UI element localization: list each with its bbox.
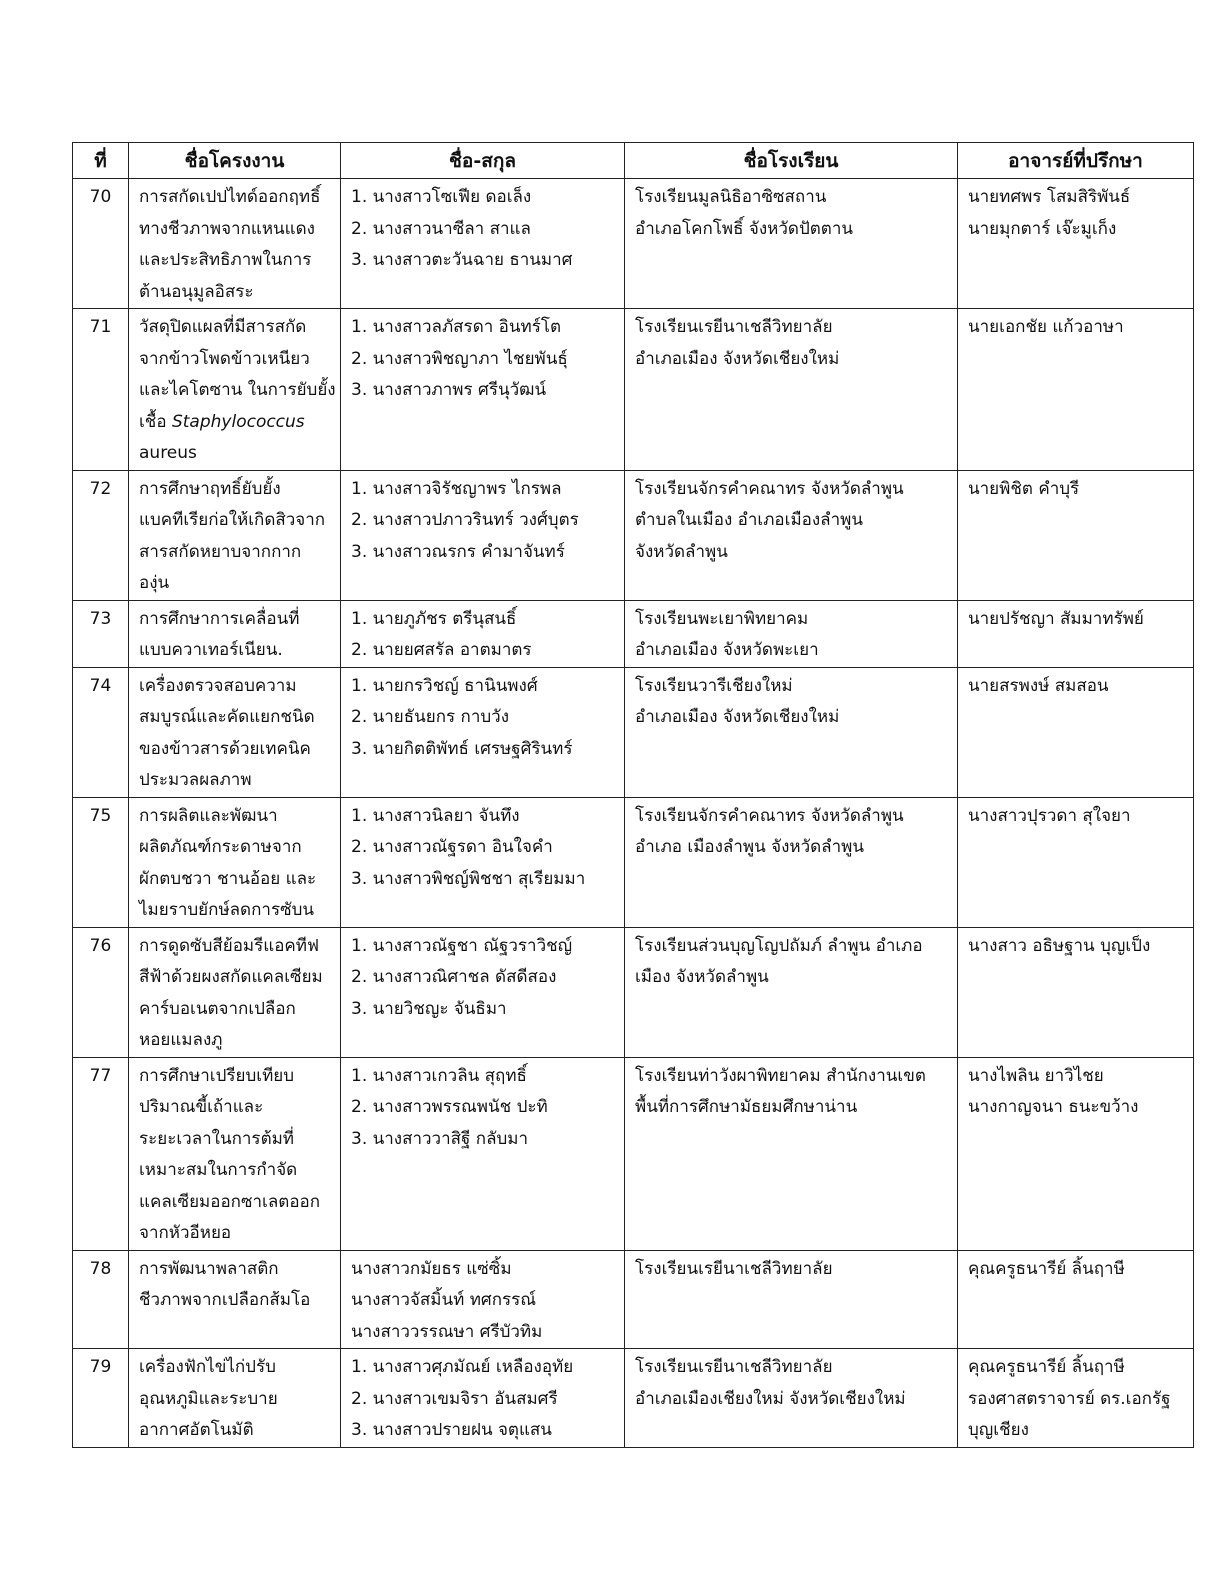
student-name: 1. นางสาวโซเฟีย ดอเล็ง	[351, 187, 532, 207]
advisor-cell	[958, 179, 1194, 309]
student-names-cell	[341, 1349, 625, 1448]
project-title-line: และไคโตซาน ในการยับยั้ง	[139, 380, 336, 400]
student-name: นางสาวกมัยธร แซ่ซิ้ม	[351, 1258, 512, 1279]
project-title-word: เชื้อ	[139, 411, 167, 432]
table-row	[73, 1349, 1194, 1448]
project-title-cell	[129, 1250, 341, 1349]
project-title-line: เครื่องฟักไข่ไก่ปรับ	[139, 1357, 276, 1377]
project-title-line: หอยแมลงภู	[139, 1030, 223, 1050]
student-names-cell	[341, 927, 625, 1057]
advisor-name: นายพิชิต คำบุรี	[968, 478, 1080, 499]
advisor-name: นางสาวปุรวดา สุใจยา	[968, 805, 1131, 826]
row-number: 70	[73, 179, 129, 309]
student-names-cell	[341, 179, 625, 309]
student-name: 1. นางสาวณัฐชา ณัฐวราวิชญ์	[351, 935, 573, 956]
school-line: โรงเรียนจักรคำคณาทร จังหวัดลำพูน	[635, 805, 904, 826]
school-cell	[625, 667, 958, 797]
project-title-line: ชีวภาพจากเปลือกส้มโอ	[139, 1290, 311, 1310]
student-name: 3. นางสาวตะวันฉาย ธานมาศ	[351, 250, 573, 270]
advisor-name: บุญเชียง	[968, 1420, 1029, 1440]
advisor-name: นายสรพงษ์ สมสอน	[968, 675, 1109, 696]
project-title-line: สีฟ้าด้วยผงสกัดแคลเซียม	[139, 967, 323, 987]
project-title-line: ของข้าวสารด้วยเทคนิค	[139, 738, 311, 759]
advisor-cell	[958, 470, 1194, 600]
student-name: 2. นางสาวพรรณพนัช ปะทิ	[351, 1097, 548, 1117]
header-no: ที่	[73, 143, 129, 179]
project-title-line: คาร์บอเนตจากเปลือก	[139, 998, 296, 1019]
row-number: 74	[73, 667, 129, 797]
student-name: นางสาววรรณษา ศรีบัวทิม	[351, 1321, 543, 1342]
advisor-name: รองศาสตราจารย์ ดร.เอกรัฐ	[968, 1388, 1171, 1409]
student-name: 2. นางสาวณัฐรดา อินใจคำ	[351, 837, 553, 857]
student-names-cell	[341, 1250, 625, 1349]
advisor-cell	[958, 309, 1194, 471]
student-name: 1. นางสาวเกวลิน สุฤทธิ์	[351, 1065, 527, 1086]
header-advisor: อาจารย์ที่ปรึกษา	[958, 143, 1194, 179]
advisor-name: นางไพลิน ยาวิไชย	[968, 1065, 1104, 1086]
advisor-name: นางสาว อธิษฐาน บุญเป็ง	[968, 935, 1151, 956]
school-line: อำเภอเมือง จังหวัดพะเยา	[635, 640, 819, 660]
student-name: 2. นางสาวเขมจิรา อันสมศรี	[351, 1388, 558, 1409]
projects-table	[72, 142, 1194, 1448]
school-line: อำเภอเมือง จังหวัดเชียงใหม่	[635, 348, 840, 369]
project-title-line: องุ่น	[139, 573, 170, 593]
scientific-name-genus: Staphylococcus	[171, 411, 305, 432]
student-names-cell	[341, 797, 625, 927]
student-name: 1. นางสาวศุภมัณย์ เหลืองอุทัย	[351, 1357, 574, 1377]
school-cell	[625, 1349, 958, 1448]
project-title-line: ไมยราบยักษ์ลดการซับน	[139, 900, 315, 920]
project-title-line: อากาศอัตโนมัติ	[139, 1420, 254, 1440]
header-row	[73, 143, 1194, 179]
row-number: 71	[73, 309, 129, 471]
row-number: 73	[73, 600, 129, 667]
table-row	[73, 927, 1194, 1057]
student-name: 1. นางสาวจิรัชญาพร ไกรพล	[351, 478, 562, 499]
project-title-cell	[129, 667, 341, 797]
project-title-line: จากหัวอีหยอ	[139, 1223, 232, 1243]
advisor-name: นายมุกตาร์ เจ๊ะมูเก็ง	[968, 218, 1117, 239]
project-title-cell	[129, 927, 341, 1057]
student-names-cell	[341, 667, 625, 797]
project-title-line: สมบูรณ์และคัดแยกชนิด	[139, 707, 315, 727]
advisor-name: คุณครูธนารีย์ ลิ้นฤาษี	[968, 1258, 1125, 1279]
school-cell	[625, 1250, 958, 1349]
school-line: จังหวัดลำพูน	[635, 541, 728, 562]
project-title-line: วัสดุปิดแผลที่มีสารสกัด	[139, 317, 307, 337]
project-title-line	[139, 407, 331, 439]
school-line: ตำบลในเมือง อำเภอเมืองลำพูน	[635, 510, 863, 530]
advisor-name: นายทศพร โสมสิริพันธ์	[968, 187, 1131, 207]
student-name: 3. นางสาวพิชญ์พิชชา สุเรียมมา	[351, 868, 586, 889]
project-title-cell	[129, 470, 341, 600]
project-title-line: เครื่องตรวจสอบความ	[139, 675, 297, 696]
student-name: 3. นางสาวปรายฝน จตุแสน	[351, 1420, 552, 1440]
project-title-line: แคลเซียมออกซาเลตออก	[139, 1191, 321, 1212]
project-title-line: การศึกษาการเคลื่อนที่	[139, 608, 300, 629]
project-title-line: ประมวลผลภาพ	[139, 770, 252, 790]
project-title-line: การศึกษาฤทธิ์ยับยั้ง	[139, 478, 281, 499]
row-number: 78	[73, 1250, 129, 1349]
project-title-cell	[129, 600, 341, 667]
project-title-line: สารสกัดหยาบจากกาก	[139, 541, 302, 562]
header-names: ชื่อ-สกุล	[341, 143, 625, 179]
student-name: 2. นางสาวณิศาชล ดัสดีสอง	[351, 967, 557, 987]
project-title-cell	[129, 179, 341, 309]
project-title-cell	[129, 1349, 341, 1448]
header-project: ชื่อโครงงาน	[129, 143, 341, 179]
row-number: 72	[73, 470, 129, 600]
school-cell	[625, 470, 958, 600]
project-title-cell	[129, 309, 341, 471]
school-line: โรงเรียนเรยีนาเชลีวิทยาลัย	[635, 317, 833, 337]
student-name: 1. นางสาวนิลยา จันทึง	[351, 805, 520, 826]
project-title-line: จากข้าวโพดข้าวเหนียว	[139, 348, 310, 369]
student-name: 2. นางสาวปภาวรินทร์ วงศ์บุตร	[351, 510, 579, 530]
project-title-cell	[129, 1057, 341, 1250]
table-row	[73, 470, 1194, 600]
advisor-cell	[958, 1250, 1194, 1349]
advisor-name: นายเอกชัย แก้วอาษา	[968, 317, 1124, 337]
school-line: โรงเรียนพะเยาพิทยาคม	[635, 608, 809, 629]
table-row	[73, 179, 1194, 309]
scientific-name-species: aureus	[139, 443, 197, 463]
row-number: 76	[73, 927, 129, 1057]
school-cell	[625, 927, 958, 1057]
project-title-line: อุณหภูมิและระบาย	[139, 1388, 278, 1409]
student-name: 2. นางสาวนาซีลา สาแล	[351, 218, 531, 239]
advisor-name: นายปรัชญา สัมมาทรัพย์	[968, 608, 1144, 629]
student-names-cell	[341, 309, 625, 471]
project-title-line: การพัฒนาพลาสติก	[139, 1258, 279, 1279]
project-title-line: ระยะเวลาในการต้มที่	[139, 1128, 295, 1149]
table-row	[73, 1057, 1194, 1250]
student-name: 2. นายธันยกร กาบวัง	[351, 707, 510, 727]
project-title-line: เหมาะสมในการกำจัด	[139, 1160, 298, 1180]
school-line: โรงเรียนท่าวังผาพิทยาคม สำนักงานเขต	[635, 1065, 926, 1086]
student-name: 3. นายวิชญะ จันธิมา	[351, 998, 507, 1019]
school-cell	[625, 179, 958, 309]
school-line: อำเภอเมืองเชียงใหม่ จังหวัดเชียงใหม่	[635, 1388, 906, 1409]
student-name: 1. นายกรวิชญ์ ธานินพงศ์	[351, 675, 538, 696]
school-line: อำเภอ เมืองลำพูน จังหวัดลำพูน	[635, 837, 864, 857]
school-line: โรงเรียนจักรคำคณาทร จังหวัดลำพูน	[635, 478, 904, 499]
student-name: 2. นายยศสรัล อาตมาตร	[351, 640, 532, 660]
row-number: 79	[73, 1349, 129, 1448]
school-line: โรงเรียนเรยีนาเชลีวิทยาลัย	[635, 1258, 833, 1279]
school-line: โรงเรียนมูลนิธิอาซิซสถาน	[635, 187, 827, 207]
project-title-line: การดูดซับสีย้อมรีแอคทีฟ	[139, 935, 320, 956]
advisor-cell	[958, 667, 1194, 797]
table-row	[73, 600, 1194, 667]
project-title-line: การศึกษาเปรียบเทียบ	[139, 1065, 295, 1086]
school-line: อำเภอเมือง จังหวัดเชียงใหม่	[635, 707, 840, 727]
project-title-line: ผักตบชวา ชานอ้อย และ	[139, 868, 317, 889]
project-title-line: การสกัดเปปไทด์ออกฤทธิ์	[139, 187, 321, 207]
school-cell	[625, 797, 958, 927]
row-number: 77	[73, 1057, 129, 1250]
project-title-cell	[129, 797, 341, 927]
school-line: โรงเรียนเรยีนาเชลีวิทยาลัย	[635, 1357, 833, 1377]
project-title-line: แบบควาเทอร์เนียน.	[139, 640, 283, 660]
school-cell	[625, 600, 958, 667]
school-line: โรงเรียนส่วนบุญโญปถัมภ์ ลำพูน อำเภอ	[635, 935, 923, 956]
project-title-line: แบคทีเรียก่อให้เกิดสิวจาก	[139, 510, 326, 530]
school-line: พื้นที่การศึกษามัธยมศึกษาน่าน	[635, 1097, 858, 1117]
school-line: โรงเรียนวารีเชียงใหม่	[635, 675, 793, 696]
student-name: 1. นายภูภัชร ตรีนุสนธิ์	[351, 608, 517, 629]
student-name: 3. นางสาวณรกร คำมาจันทร์	[351, 541, 565, 562]
advisor-cell	[958, 797, 1194, 927]
advisor-cell	[958, 1057, 1194, 1250]
row-number: 75	[73, 797, 129, 927]
advisor-cell	[958, 927, 1194, 1057]
student-name: 3. นางสาววาสิฐี กลับมา	[351, 1128, 529, 1149]
project-title-line: ปริมาณขี้เถ้าและ	[139, 1097, 264, 1117]
project-title-line: ต้านอนุมูลอิสระ	[139, 281, 254, 302]
table-row	[73, 667, 1194, 797]
table-row	[73, 309, 1194, 471]
school-line: อำเภอโคกโพธิ์ จังหวัดปัตตาน	[635, 218, 853, 239]
project-title-line: และประสิทธิภาพในการ	[139, 250, 312, 270]
school-cell	[625, 309, 958, 471]
table-row	[73, 1250, 1194, 1349]
student-name: 3. นางสาวภาพร ศรีนุวัฒน์	[351, 380, 547, 400]
advisor-name: คุณครูธนารีย์ ลิ้นฤาษี	[968, 1357, 1125, 1377]
student-names-cell	[341, 1057, 625, 1250]
header-school: ชื่อโรงเรียน	[625, 143, 958, 179]
student-name: 1. นางสาวลภัสรดา อินทร์โต	[351, 317, 562, 337]
school-cell	[625, 1057, 958, 1250]
student-names-cell	[341, 600, 625, 667]
student-name: 3. นายกิตติพัทธ์ เศรษฐศิรินทร์	[351, 738, 573, 759]
project-title-line: ผลิตภัณฑ์กระดาษจาก	[139, 837, 302, 857]
advisor-name: นางกาญจนา ธนะขว้าง	[968, 1097, 1139, 1117]
table-row	[73, 797, 1194, 927]
student-names-cell	[341, 470, 625, 600]
student-name: 2. นางสาวพิชญาภา ไชยพันธุ์	[351, 348, 568, 369]
advisor-cell	[958, 600, 1194, 667]
school-line: เมือง จังหวัดลำพูน	[635, 967, 769, 987]
student-name: นางสาวจัสมิ้นท์ ทศกรรณ์	[351, 1290, 537, 1310]
project-title-line: ทางชีวภาพจากแหนแดง	[139, 218, 315, 239]
advisor-cell	[958, 1349, 1194, 1448]
project-title-line: การผลิตและพัฒนา	[139, 805, 278, 826]
